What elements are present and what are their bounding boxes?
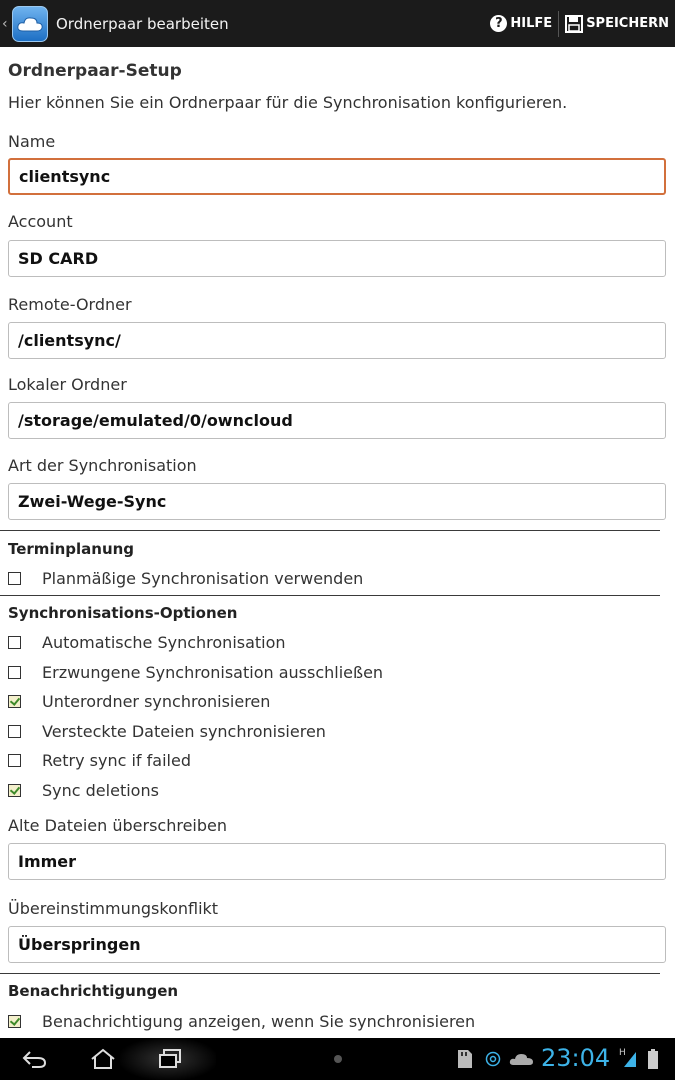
checkbox[interactable] [8,666,21,679]
remote-folder-label: Remote-Ordner [8,295,132,314]
recent-apps-icon[interactable] [155,1038,185,1080]
conflict-label: Übereinstimmungskonflikt [8,899,219,918]
back-icon[interactable] [20,1038,50,1080]
checkbox[interactable] [8,754,21,767]
notifications-title: Benachrichtigungen [8,982,179,1000]
option-label: Planmäßige Synchronisation verwenden [42,569,364,588]
screenshot-dot-icon[interactable] [330,1038,346,1080]
sync-type-select[interactable]: Zwei-Wege-Sync [8,483,666,520]
overwrite-select[interactable]: Immer [8,843,666,880]
app-cloud-icon[interactable] [12,6,48,42]
checkbox[interactable] [8,725,21,738]
divider [0,595,660,596]
at-sign-icon [483,1038,503,1080]
setup-title: Ordnerpaar-Setup [8,61,182,81]
retry-sync-option[interactable] [8,751,191,770]
checkbox[interactable] [8,695,21,708]
checkbox[interactable] [8,1015,21,1028]
scheduling-title: Terminplanung [8,540,135,558]
conflict-select[interactable]: Überspringen [8,926,666,963]
signal-label: H [619,1048,626,1058]
hidden-files-option[interactable] [8,722,326,741]
account-select[interactable]: SD CARD [8,240,666,277]
option-label: Automatische Synchronisation [42,633,286,652]
setup-description: Hier können Sie ein Ordnerpaar für die Synchronisation konfigurieren. [8,93,568,112]
save-button[interactable] [559,0,675,47]
local-folder-input[interactable]: /storage/emulated/0/owncloud [8,402,666,439]
divider [0,973,660,974]
subfolders-option[interactable] [8,692,270,711]
name-input[interactable]: clientsync [8,158,666,195]
option-label: Unterordner synchronisieren [42,692,271,711]
option-label: Retry sync if failed [42,751,191,770]
remote-folder-input[interactable]: /clientsync/ [8,322,666,359]
notify-option[interactable] [8,1012,475,1031]
option-label: Versteckte Dateien synchronisieren [42,722,326,741]
signal-icon [617,1038,639,1080]
auto-sync-option[interactable] [8,633,286,652]
system-bar [0,1038,675,1080]
option-label: Erzwungene Synchronisation ausschließen [42,663,384,682]
back-caret-icon[interactable]: ‹ [2,15,8,32]
scheduled-sync-option[interactable] [8,569,363,588]
clock: 23:04 [541,1044,611,1072]
checkbox[interactable] [8,636,21,649]
save-icon [565,15,583,33]
divider [0,530,660,531]
home-icon[interactable] [88,1038,118,1080]
sync-deletions-option[interactable] [8,781,159,800]
screen-title: Ordnerpaar bearbeiten [56,14,229,33]
checkbox[interactable] [8,784,21,797]
help-button[interactable] [484,0,558,47]
name-label: Name [8,132,56,151]
option-label: Sync deletions [42,781,159,800]
option-label: Benachrichtigung anzeigen, wenn Sie synchronisieren [42,1012,476,1031]
save-label: SPEICHERN [586,16,669,31]
sync-type-label: Art der Synchronisation [8,456,197,475]
sd-card-icon [454,1038,476,1080]
sync-options-title: Synchronisations-Optionen [8,604,238,622]
exclude-forced-sync-option[interactable] [8,663,383,682]
local-folder-label: Lokaler Ordner [8,375,127,394]
battery-icon [645,1038,661,1080]
overwrite-label: Alte Dateien überschreiben [8,816,227,835]
account-label: Account [8,212,73,231]
help-label: HILFE [510,16,553,31]
action-bar [0,0,675,47]
cloud-icon [507,1038,537,1080]
help-icon: ? [490,15,507,32]
checkbox[interactable] [8,572,21,585]
